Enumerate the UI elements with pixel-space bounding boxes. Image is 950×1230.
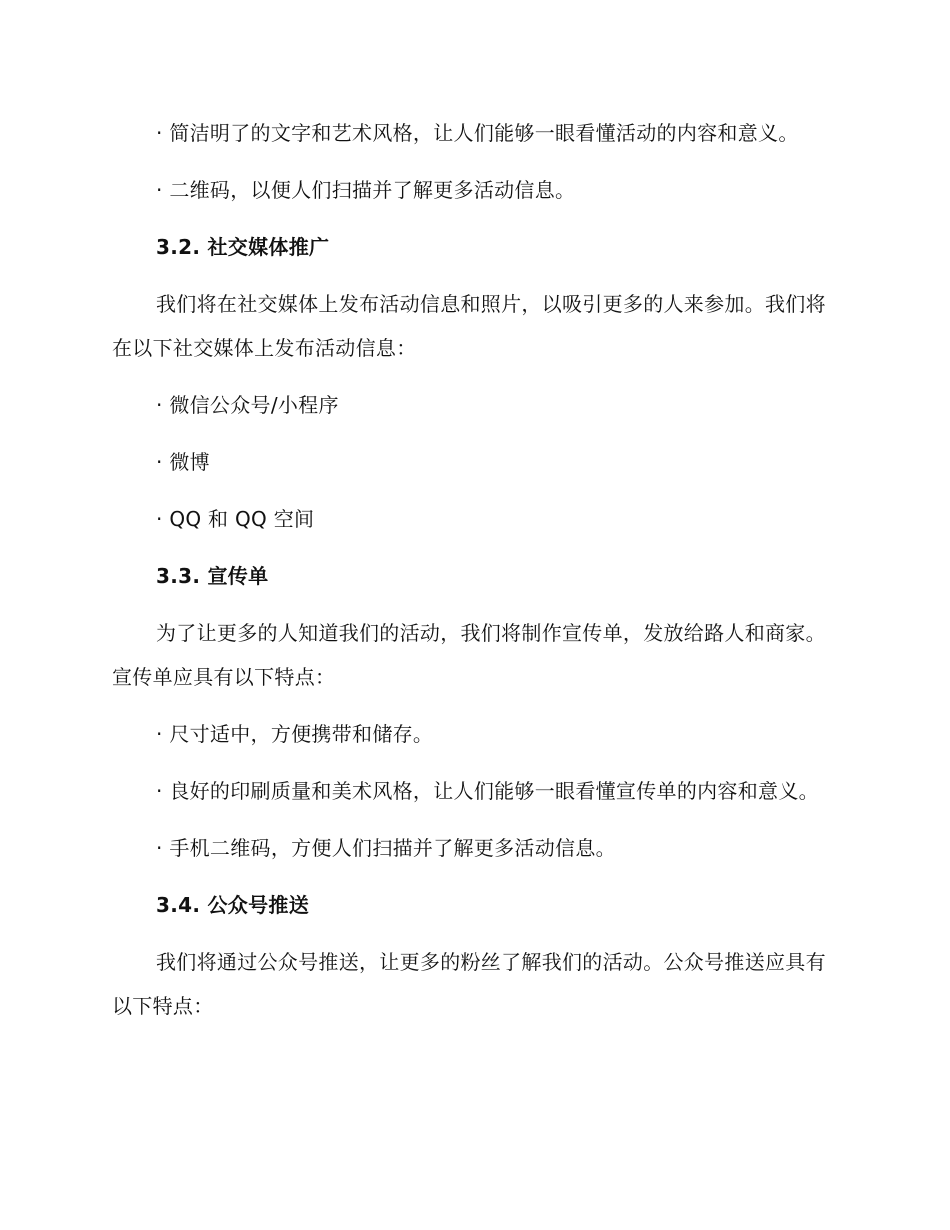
section-heading: 3.4. 公众号推送: [156, 893, 309, 917]
bullet-item: · 微博: [156, 450, 210, 474]
bullet-item: · 良好的印刷质量和美术风格，让人们能够一眼看懂宣传单的内容和意义。: [156, 779, 819, 803]
document-body: [112, 111, 836, 1041]
paragraph: 为了让更多的人知道我们的活动，我们将制作宣传单，发放给路人和商家。宣传单应具有以下特点：: [112, 621, 826, 689]
section-heading: 3.2. 社交媒体推广: [156, 235, 330, 259]
bullet-item: · QQ 和 QQ 空间: [156, 507, 315, 531]
paragraph: 我们将通过公众号推送，让更多的粉丝了解我们的活动。公众号推送应具有以下特点：: [112, 950, 826, 1018]
bullet-item: · 简洁明了的文字和艺术风格，让人们能够一眼看懂活动的内容和意义。: [156, 121, 799, 145]
bullet-item: · 二维码，以便人们扫描并了解更多活动信息。: [156, 178, 576, 202]
bullet-item: · 微信公众号/小程序: [156, 393, 339, 417]
section-heading: 3.3. 宣传单: [156, 564, 269, 588]
bullet-item: · 尺寸适中，方便携带和储存。: [156, 722, 434, 746]
paragraph: 我们将在社交媒体上发布活动信息和照片，以吸引更多的人来参加。我们将在以下社交媒体上发布活动信息：: [112, 292, 826, 360]
bullet-item: · 手机二维码，方便人们扫描并了解更多活动信息。: [156, 836, 616, 860]
